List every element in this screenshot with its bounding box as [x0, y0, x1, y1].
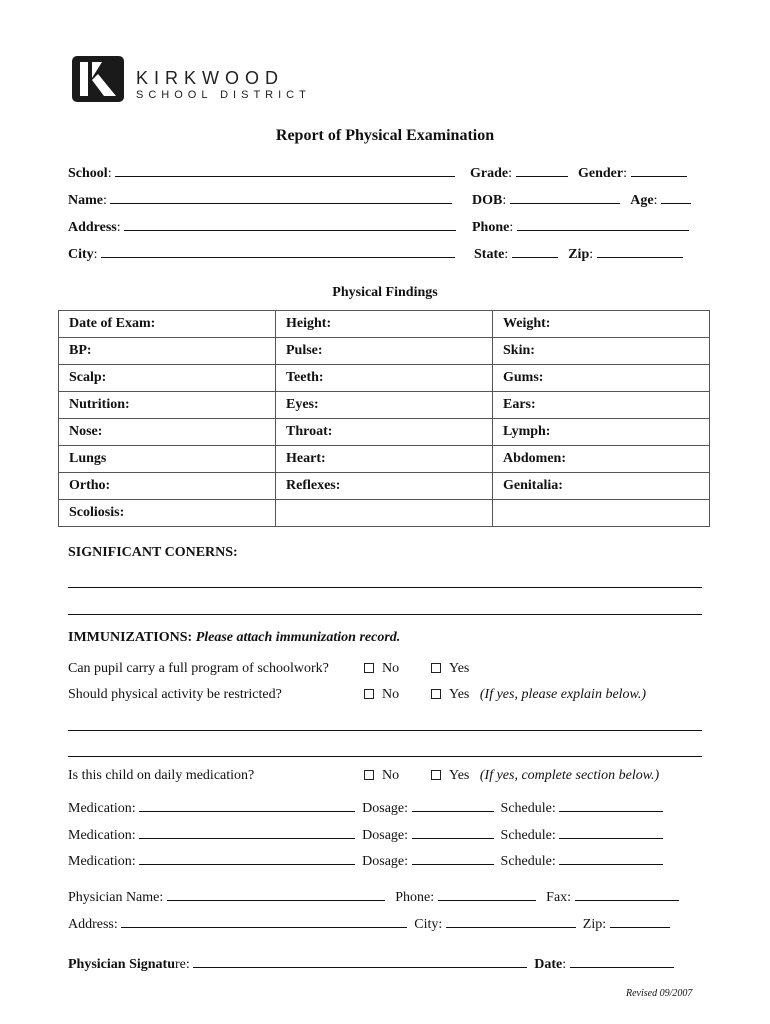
gender-field[interactable] [631, 164, 687, 177]
immunizations-label: IMMUNIZATIONS: [68, 630, 193, 645]
findings-cell[interactable]: Scoliosis: [59, 500, 276, 527]
name-label: Name [68, 193, 103, 208]
medication-field[interactable] [139, 799, 355, 812]
medication-label: Medication: [68, 828, 136, 843]
findings-cell[interactable]: Nutrition: [59, 392, 276, 419]
school-row: School: [68, 164, 455, 182]
dosage-label: Dosage: [362, 854, 409, 869]
q1-no-checkbox[interactable] [364, 663, 374, 673]
significant-concerns-label: SIGNIFICANT CONERNS: [68, 545, 238, 560]
findings-cell[interactable]: Gums: [493, 365, 710, 392]
q2-yes-label: Yes [449, 687, 470, 702]
city-field[interactable] [101, 245, 455, 258]
findings-cell[interactable]: Ortho: [59, 473, 276, 500]
q3-yes-label: Yes [449, 768, 470, 783]
dob-row: DOB: Age: [472, 191, 691, 209]
schedule-label: Schedule: [500, 828, 556, 843]
medication-label: Medication: [68, 854, 136, 869]
medication-field[interactable] [139, 826, 355, 839]
q1-no-label: No [382, 661, 400, 676]
findings-cell[interactable]: Eyes: [276, 392, 493, 419]
q1-yes-checkbox[interactable] [431, 663, 441, 673]
physician-zip-label: Zip: [582, 917, 607, 932]
state-row: State: Zip: [474, 245, 683, 263]
date-field[interactable] [570, 955, 674, 968]
question-daily-medication: Is this child on daily medication? [68, 768, 255, 783]
concerns-line-1[interactable] [68, 587, 702, 588]
physician-fax-field[interactable] [575, 888, 679, 901]
q2-yes-checkbox[interactable] [431, 689, 441, 699]
signature-label-tail: re [174, 957, 186, 972]
medication-row-2 [68, 826, 663, 844]
address-row: Address: [68, 218, 456, 236]
findings-cell[interactable]: Pulse: [276, 338, 493, 365]
findings-cell[interactable]: Heart: [276, 446, 493, 473]
physician-name-row [68, 888, 679, 906]
findings-row [59, 446, 710, 473]
q2-note: (If yes, please explain below.) [479, 687, 647, 702]
findings-cell[interactable]: Skin: [493, 338, 710, 365]
findings-row [59, 392, 710, 419]
age-field[interactable] [661, 191, 691, 204]
findings-cell[interactable]: Genitalia: [493, 473, 710, 500]
physician-address-label: Address: [68, 917, 118, 932]
revised-date: Revised 09/2007 [626, 988, 693, 999]
findings-cell[interactable] [276, 500, 493, 527]
physical-findings-heading: Physical Findings [332, 285, 438, 300]
q1-yes-label: Yes [449, 661, 470, 676]
dob-field[interactable] [510, 191, 620, 204]
findings-cell[interactable]: Lungs [59, 446, 276, 473]
physician-address-field[interactable] [121, 915, 407, 928]
findings-cell[interactable]: Scalp: [59, 365, 276, 392]
kirkwood-k-logo-icon [72, 56, 124, 102]
page-title: Report of Physical Examination [275, 127, 495, 144]
medication-row-1 [68, 799, 663, 817]
dosage-field[interactable] [412, 799, 494, 812]
findings-cell[interactable]: Abdomen: [493, 446, 710, 473]
restriction-line-1[interactable] [68, 730, 702, 731]
zip-field[interactable] [597, 245, 683, 258]
schedule-field[interactable] [559, 826, 663, 839]
immunizations-row [68, 630, 400, 646]
findings-row [59, 365, 710, 392]
schedule-label: Schedule: [500, 854, 556, 869]
logo-text-kirkwood: KIRKWOOD [136, 68, 285, 88]
dosage-field[interactable] [412, 852, 494, 865]
q3-no-checkbox[interactable] [364, 770, 374, 780]
findings-cell[interactable]: Teeth: [276, 365, 493, 392]
physician-name-label: Physician Name: [68, 890, 164, 905]
schedule-field[interactable] [559, 799, 663, 812]
medication-row-3 [68, 852, 663, 870]
findings-row [59, 473, 710, 500]
findings-cell[interactable]: Nose: [59, 419, 276, 446]
physician-fax-label: Fax: [546, 890, 572, 905]
q3-yes-option[interactable] [431, 768, 659, 784]
physician-phone-label: Phone: [395, 890, 435, 905]
findings-cell[interactable]: Ears: [493, 392, 710, 419]
gender-label: Gender [578, 166, 624, 181]
grade-field[interactable] [516, 164, 568, 177]
physician-address-row [68, 915, 670, 933]
grade-label: Grade [470, 166, 509, 181]
medication-label: Medication: [68, 801, 136, 816]
name-field[interactable] [110, 191, 452, 204]
district-logo [72, 56, 124, 102]
q2-no-checkbox[interactable] [364, 689, 374, 699]
city-row: City: [68, 245, 455, 263]
physician-zip-field[interactable] [610, 915, 670, 928]
name-row: Name: [68, 191, 452, 209]
findings-cell[interactable]: Weight: [493, 311, 710, 338]
findings-cell[interactable]: BP: [59, 338, 276, 365]
restriction-line-2[interactable] [68, 756, 702, 757]
physical-findings-table [58, 310, 710, 527]
zip-label: Zip [568, 247, 590, 262]
question-activity-restricted: Should physical activity be restricted? [68, 687, 282, 702]
q1-no-option[interactable] [364, 661, 399, 677]
dosage-label: Dosage: [362, 828, 409, 843]
q2-yes-option[interactable] [431, 687, 646, 703]
age-label: Age [630, 193, 654, 208]
question-schoolwork: Can pupil carry a full program of schoolwork? [68, 661, 329, 676]
date-label: Date [534, 957, 563, 972]
phone-field[interactable] [517, 218, 689, 231]
q2-no-label: No [382, 687, 400, 702]
signature-label: Physician Signatu [68, 957, 175, 972]
q1-yes-option[interactable] [431, 661, 469, 677]
q3-yes-checkbox[interactable] [431, 770, 441, 780]
grade-row: Grade: Gender: [470, 164, 687, 182]
phone-row: Phone: [472, 218, 689, 236]
dosage-label: Dosage: [362, 801, 409, 816]
immunizations-note: Please attach immunization record. [195, 630, 401, 645]
dosage-field[interactable] [412, 826, 494, 839]
schedule-field[interactable] [559, 852, 663, 865]
q3-no-option[interactable] [364, 768, 399, 784]
city-label: City [68, 247, 94, 262]
findings-row [59, 311, 710, 338]
findings-cell[interactable]: Date of Exam: [59, 311, 276, 338]
findings-cell[interactable] [493, 500, 710, 527]
state-field[interactable] [512, 245, 558, 258]
findings-row [59, 500, 710, 527]
findings-cell[interactable]: Lymph: [493, 419, 710, 446]
findings-cell[interactable]: Throat: [276, 419, 493, 446]
q2-no-option[interactable] [364, 687, 399, 703]
physician-signature-row: Physician Signature: Date: [68, 955, 674, 973]
logo-text-school-district: SCHOOL DISTRICT [136, 89, 311, 101]
q3-no-label: No [382, 768, 400, 783]
physician-phone-field[interactable] [438, 888, 536, 901]
schedule-label: Schedule: [500, 801, 556, 816]
school-label: School [68, 166, 108, 181]
concerns-line-2[interactable] [68, 614, 702, 615]
signature-field[interactable] [193, 955, 527, 968]
state-label: State [474, 247, 505, 262]
dob-label: DOB [472, 193, 503, 208]
physician-name-field[interactable] [167, 888, 385, 901]
physician-city-label: City: [414, 917, 443, 932]
findings-row [59, 338, 710, 365]
school-field[interactable] [115, 164, 455, 177]
medication-field[interactable] [139, 852, 355, 865]
phone-label: Phone [472, 220, 510, 235]
findings-cell[interactable]: Height: [276, 311, 493, 338]
address-label: Address [68, 220, 117, 235]
address-field[interactable] [124, 218, 456, 231]
findings-row [59, 419, 710, 446]
physician-city-field[interactable] [446, 915, 576, 928]
q3-note: (If yes, complete section below.) [479, 768, 660, 783]
findings-cell[interactable]: Reflexes: [276, 473, 493, 500]
